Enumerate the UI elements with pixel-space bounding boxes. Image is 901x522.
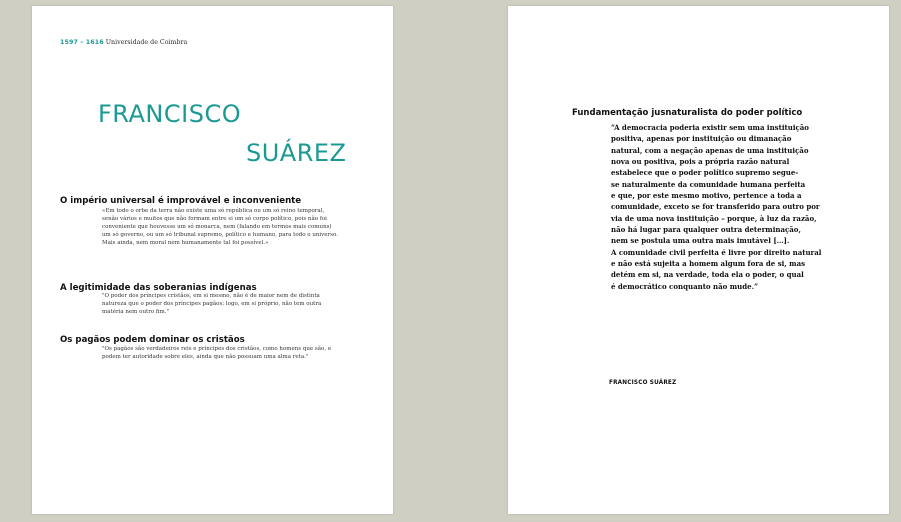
quote-line: e não está sujeita a homem algum fora de si, mas (611, 259, 806, 269)
title-last-name: SUÁREZ (246, 139, 347, 167)
title-first-name: FRANCISCO (98, 100, 242, 128)
section-quote-soberanias: "O poder dos príncipes cristãos, em si mesmo, não é de maior nem de distinta natureza que o poder dos príncipes pagãos; logo, em si próprio, não tem outra matéria nem outro fim." (102, 293, 322, 316)
quote-line: se naturalmente da comunidade humana perfeita (611, 179, 806, 189)
quote-line: não há lugar para qualquer outra determinação, (611, 225, 801, 235)
right-page (508, 6, 889, 514)
quote-line: comunidade, exceto se for transferido para outro por (611, 202, 820, 212)
quote-line: é democrático conquanto não mude.” (611, 281, 759, 291)
section-heading-imperio: O império universal é improvável e inconveniente (60, 196, 302, 206)
left-page (32, 6, 393, 514)
section-quote-pagaos: "Os pagãos são verdadeiros reis e príncipes dos cristãos, como homens que são, e podem ter autoridade sobre eles, ainda que não possuam uma alma reta." (102, 346, 332, 361)
quote-line: nem se postula uma outra mais imutável […]. (611, 236, 790, 246)
quote-author: FRANCISCO SUÁREZ (609, 380, 677, 386)
section-quote-imperio: «Em todo o orbe da terra não existe uma só república ou um só reino temporal, senão vários e muitos que não formam entre si um só corpo político, pois não foi conveniente que houvesse um só monarca, nem (falando em termos mais comuns) um só governo, ou um só tribunal supremo, político e humano, para todo o universo. Mais ainda, nem moral nem humanamente tal foi possível.» (102, 208, 338, 247)
section-heading-soberanias: A legitimidade das soberanias indígenas (60, 283, 257, 293)
quote-line: estabelece que o poder político supremo segue- (611, 168, 799, 178)
main-quote (611, 122, 821, 292)
institution-label: Universidade de Coimbra (105, 39, 188, 46)
quote-line: positiva, apenas por instituição ou dimanação (611, 134, 792, 144)
quote-line: nova ou positiva, pois a própria razão natural (611, 157, 790, 167)
quote-line: “A democracia poderia existir sem uma instituição (611, 123, 809, 132)
quote-line: natural, com a negação apenas de uma instituição (611, 145, 809, 155)
quote-heading: Fundamentação jusnaturalista do poder político (572, 108, 803, 118)
section-heading-pagaos: Os pagãos podem dominar os cristãos (60, 335, 245, 345)
quote-line: via de uma nova instituição – porque, à luz da razão, (611, 213, 817, 223)
dates-label: 1597 – 1616 (60, 39, 104, 46)
quote-line: e que, por este mesmo motivo, pertence a toda a (611, 191, 802, 201)
quote-line: detém em si, na verdade, toda ela o poder, o qual (611, 270, 804, 280)
header-line (60, 39, 187, 46)
quote-line: A comunidade civil perfeita é livre por direito natural (611, 247, 822, 257)
